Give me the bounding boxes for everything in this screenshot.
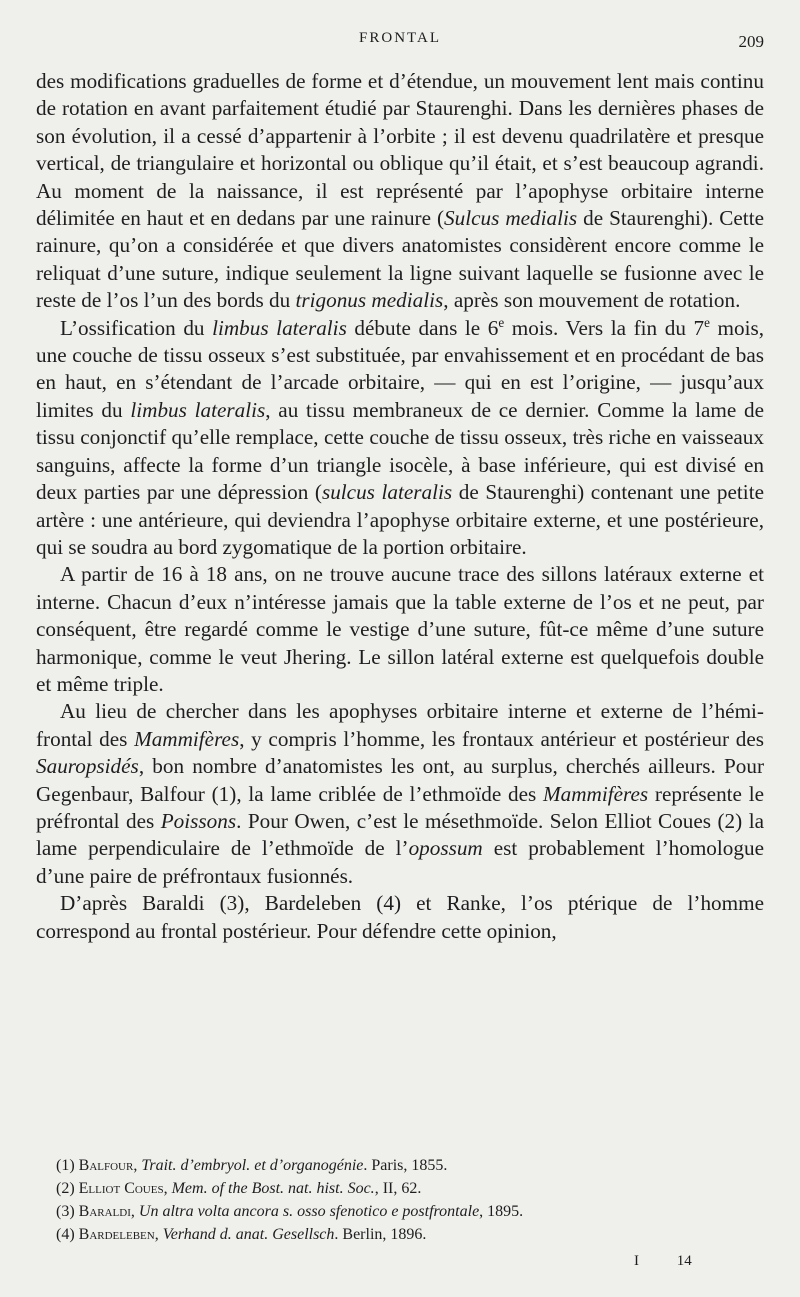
text-run: représente le préfrontal des (36, 781, 764, 833)
text-run: , au tissu membraneux de ce dernier. Comme la lame de tissu conjonctif qu’elle remplace, cette couche de tissu osseux, très riche en vaisseaux sanguins, affecte la forme d’un triangle isocèle, à base inférieure, qui est divisé en deux parties par une dépression ( (36, 397, 764, 505)
paragraph (36, 68, 764, 315)
printer-signature (634, 1253, 692, 1270)
footnote: (2) Elliot Coues, Mem. of the Bost. nat. hist. Soc., II, 62. (56, 1180, 422, 1197)
footnote-title: Trait. d’embryol. et d’organogénie (141, 1157, 364, 1174)
italic-term: trigonus medialis (295, 288, 444, 313)
page-number: 209 (738, 32, 764, 51)
italic-term: Mammifères (543, 781, 649, 806)
italic-term: Mammifères (134, 726, 240, 751)
footnote-number: (1) (56, 1157, 75, 1174)
text-run: Au lieu de chercher dans les apophyses orbitaire interne et externe de l’hémi-frontal des (36, 699, 764, 751)
text-run: débute dans le 6e mois. Vers la fin du 7e mois, une couche de tissu osseux s’est substituée, par envahissement et en procédant de bas en haut, en s’étendant de l’arcade orbitaire, — qui en est l’origine, — jusqu’aux limites du (36, 314, 765, 422)
signature-mark: I (634, 1253, 639, 1269)
italic-term: Sauropsidés (36, 754, 139, 779)
italic-term: Sulcus medialis (444, 206, 578, 231)
footnote-details: , II, 62. (374, 1180, 422, 1197)
running-title: FRONTAL (359, 30, 441, 46)
footnote-details: , 1895. (479, 1203, 524, 1220)
footnote-number: (2) (56, 1180, 75, 1197)
text-run: est probablement l’homologue d’une paire de préfrontaux fusionnés. (36, 836, 764, 888)
body-text (36, 68, 764, 945)
text-run: . Pour Owen, c’est le mésethmoïde. Selon Elliot Coues (2) la lame perpendiculaire de l’ethmoïde de l’ (36, 808, 764, 861)
text-run: D’après Baraldi (3), Bardeleben (4) et Ranke, l’os ptérique de l’homme correspond au frontal postérieur. Pour défendre cette opinion, (36, 891, 764, 943)
italic-term: sulcus lateralis (321, 480, 453, 505)
footnote-author: Elliot Coues (78, 1180, 164, 1197)
footnote-details: . Berlin, 1896. (334, 1226, 427, 1243)
text-run: , y compris l’homme, les frontaux antérieur et postérieur des (239, 726, 764, 751)
footnote-title: Verhand d. anat. Gesellsch (162, 1226, 335, 1243)
footnote-number: (3) (56, 1203, 75, 1220)
paragraph (36, 561, 764, 698)
paragraph (36, 315, 764, 562)
footnote: (1) Balfour, Trait. d’embryol. et d’organogénie. Paris, 1855. (56, 1157, 448, 1174)
text-run: A partir de 16 à 18 ans, on ne trouve aucune trace des sillons latéraux externe et interne. Chacun d’eux n’intéresse jamais que la table externe de l’os et ne peut, par conséquent, être regardé comme le vestige d’une suture, fût-ce même d’une suture harmonique, comme le veut Jhering. Le sillon latéral externe est quelquefois double et même triple. (36, 562, 764, 696)
footnote-author: Balfour (78, 1157, 134, 1174)
footnote: (4) Bardeleben, Verhand d. anat. Gesellsch. Berlin, 1896. (56, 1226, 427, 1243)
footnote-title: Mem. of the Bost. nat. hist. Soc. (171, 1180, 375, 1197)
footnote-author: Bardeleben (78, 1226, 155, 1243)
italic-term: opossum (408, 836, 483, 861)
text-run: , bon nombre d’anatomistes les ont, au surplus, cherchés ailleurs. Pour Gegenbaur, Balfour (1), la lame criblée de l’ethmoïde des (36, 754, 764, 806)
footnote-details: . Paris, 1855. (363, 1157, 448, 1174)
page-header (36, 30, 764, 56)
paragraph (36, 698, 764, 890)
footnotes (56, 1154, 766, 1246)
footnote-number: (4) (56, 1226, 75, 1243)
italic-term: limbus lateralis (212, 315, 347, 340)
italic-term: limbus lateralis (130, 397, 266, 422)
text-run: de Staurenghi). Cette rainure, qu’on a considérée et que divers anatomistes considèrent encore comme le reliquat d’une suture, indique seulement la ligne suivant laquelle se fusionne avec le reste de l’os l’un des bords du (36, 206, 764, 313)
footnote: (3) Baraldi, Un altra volta ancora s. osso sfenotico e postfrontale, 1895. (56, 1203, 524, 1220)
paragraph (36, 890, 764, 945)
footnote-author: Baraldi (78, 1203, 131, 1220)
signature-number: 14 (676, 1253, 692, 1269)
text-run: L’ossification du (60, 315, 213, 340)
footnote-title: Un altra volta ancora s. osso sfenotico e postfrontale (138, 1203, 480, 1220)
italic-term: Poissons (160, 808, 237, 833)
text-run: de Staurenghi) contenant une petite artère : une antérieure, qui deviendra l’apophyse orbitaire externe, et une postérieure, qui se soudra au bord zygomatique de la portion orbitaire. (36, 480, 764, 559)
text-run: , après son mouvement de rotation. (443, 288, 741, 313)
text-run: des modifications graduelles de forme et d’étendue, un mouvement lent mais continu de rotation en avant parfaitement étudié par Staurenghi. Dans les dernières phases de son évolution, il a cessé d’appartenir à l’orbite ; il est devenu quadrilatère et presque vertical, de triangulaire et horizontal ou oblique qu’il était, et s’est beaucoup agrandi. Au moment de la naissance, il est représenté par l’apophyse orbitaire interne délimitée en haut et en dedans par une rainure ( (36, 69, 764, 231)
